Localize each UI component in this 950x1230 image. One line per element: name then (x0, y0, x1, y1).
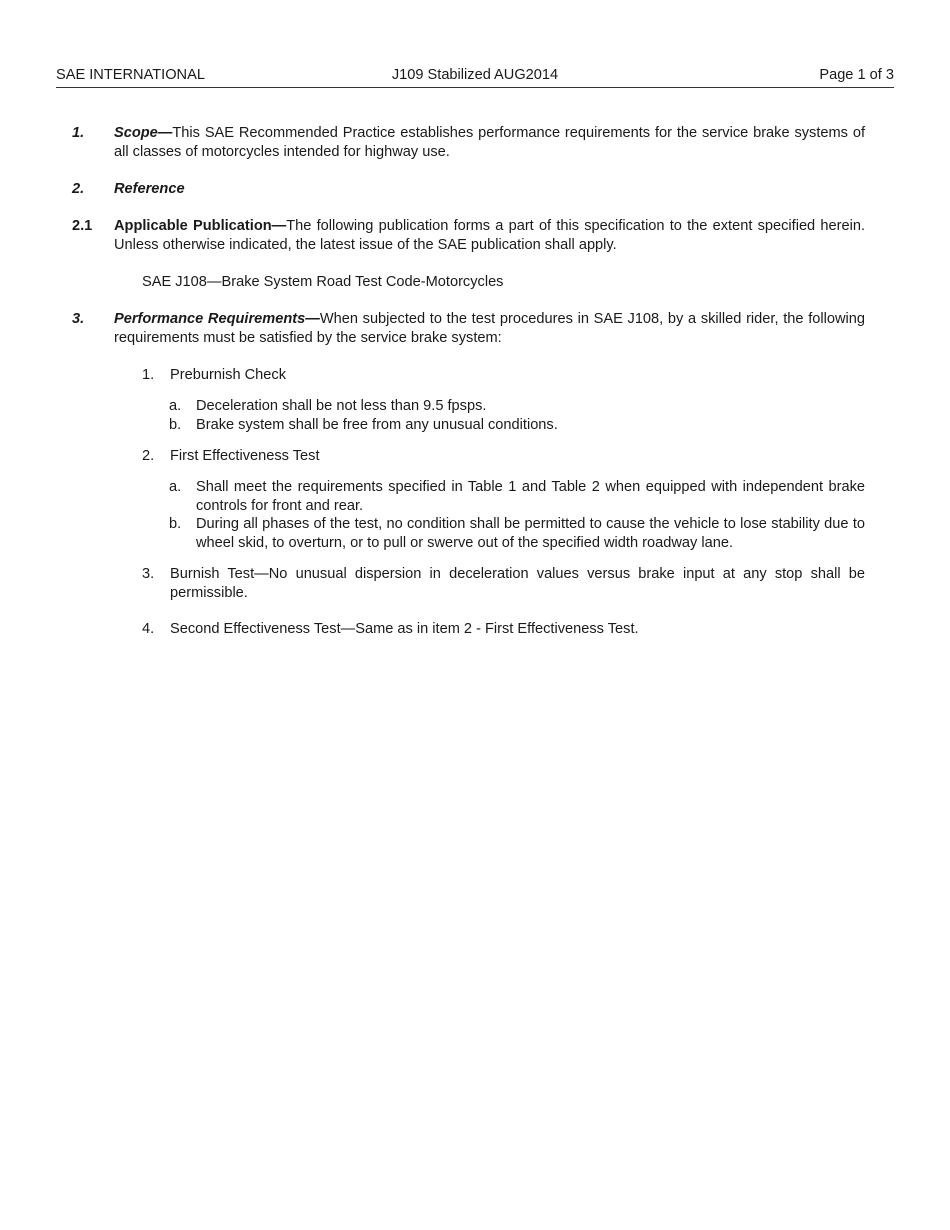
list-item-number: 3. (142, 566, 155, 582)
sub-item-text: Shall meet the requirements specified in Table 1 and Table 2 when equipped with independent brake controls for front and rear. (196, 479, 865, 514)
sub-item-letter: b. (169, 516, 182, 532)
section-body (114, 217, 865, 254)
section-title: Reference (114, 181, 185, 197)
page-header (56, 66, 894, 88)
sub-item-text: Deceleration shall be not less than 9.5 fpsps. (196, 398, 487, 414)
section-title: Scope— (114, 125, 173, 141)
sub-item-letter: b. (169, 417, 182, 433)
sub-item-text: During all phases of the test, no condition shall be permitted to cause the vehicle to lose stability due to wheel skid, to overturn, or to pull or swerve out of the specified width roadway lane. (196, 516, 865, 551)
list-item-number: 4. (142, 621, 155, 637)
section-number: 2. (72, 181, 85, 197)
header-org: SAE INTERNATIONAL (56, 67, 205, 83)
section-text: The following publication forms a part of this specification to the extent specified herein. Unless otherwise indicated, the latest issue of the SAE publication shall apply. (114, 218, 865, 253)
citation: SAE J108—Brake System Road Test Code-Motorcycles (142, 274, 504, 290)
sub-item-letter: a. (169, 479, 182, 495)
section-title: Performance Requirements— (114, 311, 320, 327)
list-item-number: 2. (142, 448, 155, 464)
section-number: 3. (72, 311, 85, 327)
section-body (114, 310, 865, 347)
section-title: Applicable Publication— (114, 218, 287, 234)
list-item-label: Second Effectiveness Test—Same as in item 2 - First Effectiveness Test. (170, 621, 639, 637)
section-body (114, 124, 865, 161)
header-page-number: Page 1 of 3 (819, 67, 894, 83)
section-text: This SAE Recommended Practice establishes performance requirements for the service brake systems of all classes of motorcycles intended for highway use. (114, 125, 865, 160)
header-doc-id: J109 Stabilized AUG2014 (391, 67, 559, 83)
sub-item-text: Brake system shall be free from any unusual conditions. (196, 417, 558, 433)
list-item-label: Burnish Test—No unusual dispersion in deceleration values versus brake input at any stop shall be permissible. (170, 566, 865, 601)
section-number: 1. (72, 125, 85, 141)
list-item-label: First Effectiveness Test (170, 448, 320, 464)
section-number: 2.1 (72, 218, 93, 234)
list-item-number: 1. (142, 367, 155, 383)
section-text: When subjected to the test procedures in SAE J108, by a skilled rider, the following requirements must be satisfied by the service brake system: (114, 311, 865, 346)
list-item-label: Preburnish Check (170, 367, 286, 383)
sub-item-letter: a. (169, 398, 182, 414)
